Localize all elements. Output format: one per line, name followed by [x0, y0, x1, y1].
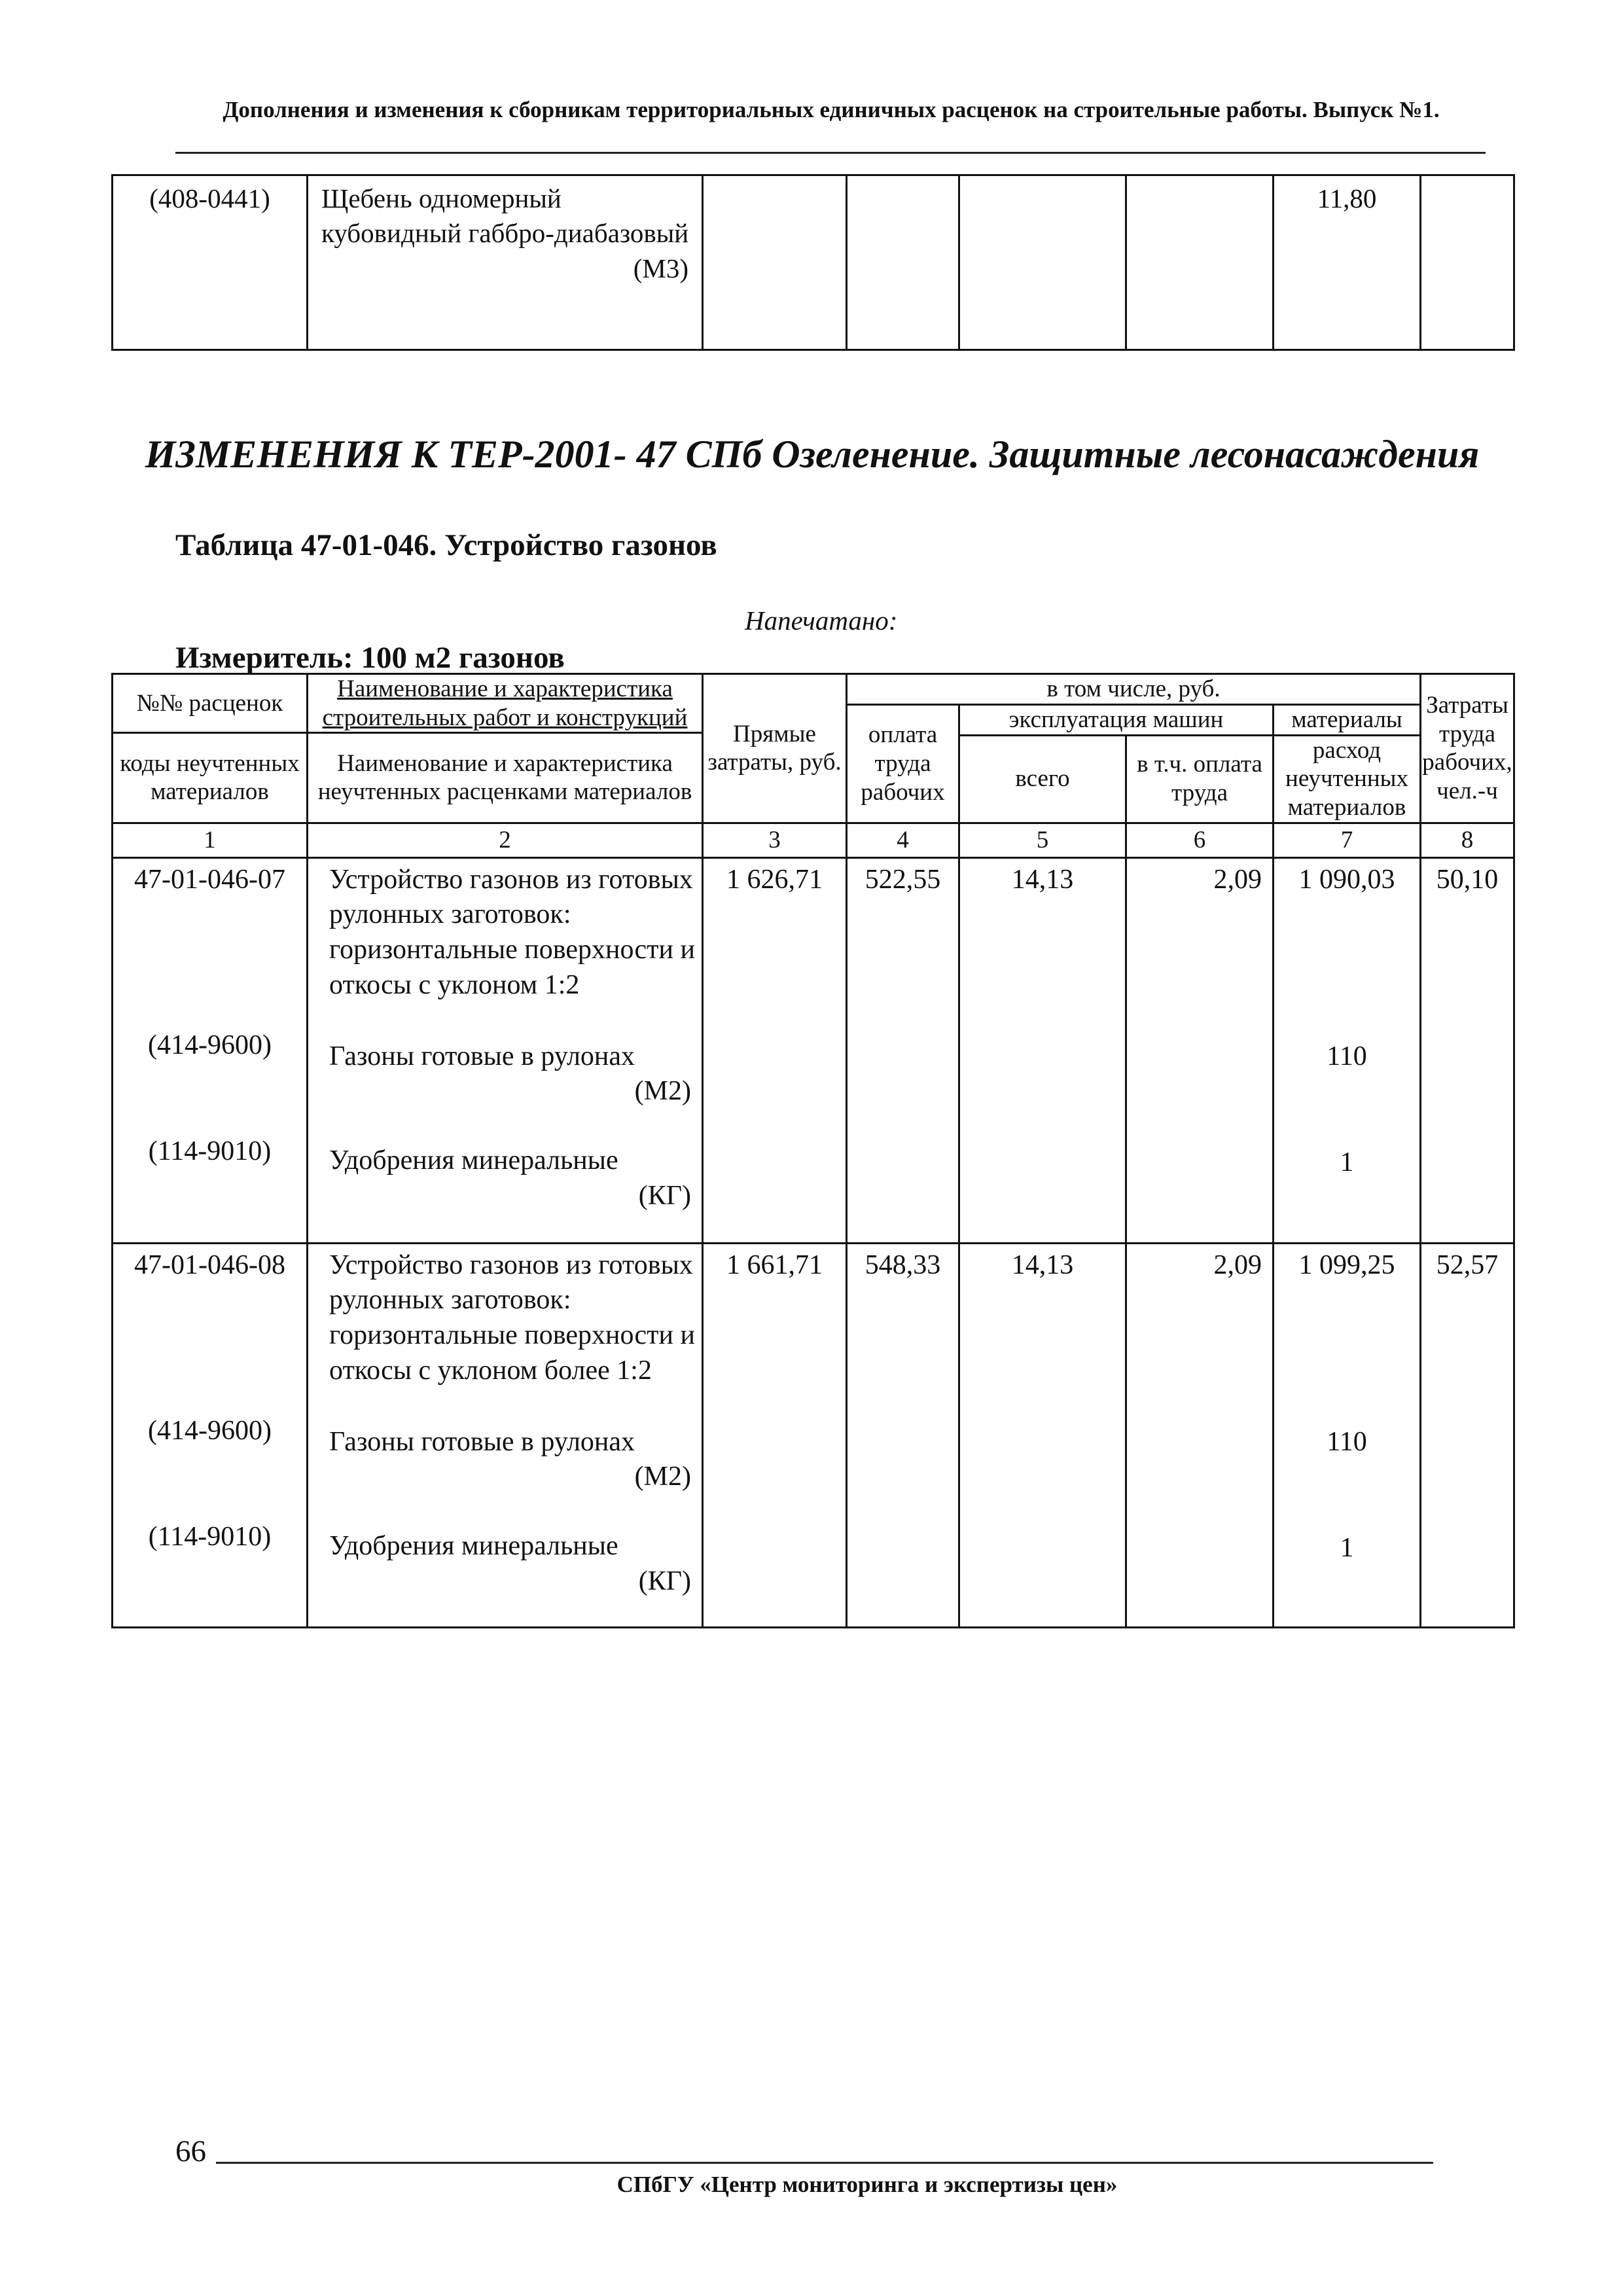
- material-quantity: 110: [1327, 1041, 1367, 1071]
- material-code: (114-9010): [148, 1522, 272, 1552]
- material-quantity: 1: [1340, 1532, 1354, 1563]
- header-direct-costs: Прямые затраты, руб.: [703, 674, 847, 823]
- header-including: в том числе, руб.: [847, 674, 1421, 705]
- rate-name-cell: [308, 857, 703, 1243]
- empty-cell: [703, 175, 847, 350]
- material-code: (414-9600): [148, 1030, 272, 1061]
- section-title: ИЗМЕНЕНИЯ К ТЕР-2001- 47 СПб Озеленение. Защитные лесонасаждения: [145, 433, 1480, 476]
- column-number: 7: [1274, 823, 1421, 857]
- wages: 548,33: [847, 1243, 959, 1627]
- column-number: 3: [703, 823, 847, 857]
- table-title: Таблица 47-01-046. Устройство газонов: [175, 528, 717, 562]
- table-row: [113, 175, 1514, 350]
- continuation-table: [111, 174, 1515, 351]
- header-machines-total: всего: [959, 735, 1126, 823]
- machines-total: 14,13: [959, 857, 1126, 1243]
- footer-organization: СПбГУ «Центр мониторинга и экспертизы цен»: [616, 2172, 1118, 2197]
- unit-label: Измеритель: 100 м2 газонов: [175, 641, 565, 675]
- material-unit: (М3): [633, 253, 688, 283]
- material-unit: (М2): [634, 1462, 691, 1492]
- column-number: 5: [959, 823, 1126, 857]
- column-numbers-row: [113, 823, 1514, 857]
- column-number: 4: [847, 823, 959, 857]
- labor-hours: 52,57: [1421, 1243, 1514, 1627]
- material-code: (114-9010): [148, 1136, 272, 1167]
- machines-wages: 2,09: [1126, 1243, 1274, 1627]
- header-machines-wages: в т.ч. оплата труда: [1126, 735, 1274, 823]
- printed-note: Напечатано:: [745, 605, 898, 636]
- rate-name: Устройство газонов из готовых рулонных заготовок: горизонтальные поверхности и откосы с уклоном более 1:2: [329, 1249, 695, 1386]
- running-header: Дополнения и изменения к сборникам территориальных единичных расценок на строительные работы. Выпуск №1.: [223, 97, 1440, 122]
- materials-cost: 1 090,03: [1298, 864, 1395, 895]
- material-name: Газоны готовые в рулонах: [329, 1041, 635, 1071]
- rate-block: [113, 857, 308, 1243]
- material-quantity: 110: [1327, 1426, 1367, 1457]
- empty-cell: [959, 175, 1126, 350]
- material-name: Удобрения минеральные: [329, 1145, 618, 1176]
- rate-name-cell: [308, 1243, 703, 1627]
- direct-costs: 1 626,71: [703, 857, 847, 1243]
- material-unit: (КГ): [638, 1566, 691, 1596]
- empty-cell: [1421, 175, 1514, 350]
- materials-cell: [1274, 1243, 1421, 1627]
- column-number: 2: [308, 823, 703, 857]
- material-name: Щебень одномерный кубовидный габбро-диабазовый: [321, 183, 689, 249]
- machines-wages: 2,09: [1126, 857, 1274, 1243]
- header-wages: оплата труда рабочих: [847, 705, 959, 823]
- materials-cell: [1274, 857, 1421, 1243]
- machines-total: 14,13: [959, 1243, 1126, 1627]
- material-unit: (М2): [634, 1076, 691, 1107]
- rates-table: [111, 673, 1515, 1628]
- material-name: Газоны готовые в рулонах: [329, 1426, 635, 1457]
- rate-block: [113, 1243, 308, 1627]
- material-unit: (КГ): [638, 1180, 691, 1211]
- materials-cost: 1 099,25: [1298, 1249, 1395, 1280]
- material-quantity: 11,80: [1274, 175, 1421, 350]
- rate-code: 47-01-046-08: [134, 1249, 285, 1280]
- column-number: 8: [1421, 823, 1514, 857]
- wages: 522,55: [847, 857, 959, 1243]
- header-materials-unaccounted: расход неучтенных материалов: [1274, 735, 1421, 823]
- header-rule: [175, 152, 1486, 154]
- footer-rule: [216, 2162, 1433, 2164]
- page-number: 66: [175, 2134, 206, 2168]
- header-name-bottom: Наименование и характеристика неучтенных расценками материалов: [308, 733, 703, 823]
- material-name-cell: [308, 175, 703, 350]
- material-code: (414-9600): [148, 1416, 272, 1446]
- header-codes: коды неучтенных материалов: [113, 733, 308, 823]
- table-row: [113, 1243, 1514, 1627]
- rate-code: 47-01-046-07: [134, 864, 285, 895]
- header-machines: эксплуатация машин: [959, 705, 1274, 736]
- header-labor: Затраты труда рабочих, чел.-ч: [1421, 674, 1514, 823]
- empty-cell: [847, 175, 959, 350]
- material-code: (408-0441): [113, 175, 308, 350]
- empty-cell: [1126, 175, 1274, 350]
- rate-name: Устройство газонов из готовых рулонных заготовок: горизонтальные поверхности и откосы с уклоном 1:2: [329, 864, 695, 1000]
- column-number: 1: [113, 823, 308, 857]
- material-quantity: 1: [1340, 1147, 1354, 1177]
- direct-costs: 1 661,71: [703, 1243, 847, 1627]
- header-name-top: Наименование и характеристика строительных работ и конструкций: [308, 674, 703, 733]
- column-number: 6: [1126, 823, 1274, 857]
- header-materials: материалы: [1274, 705, 1421, 736]
- header-row: [113, 674, 1514, 705]
- labor-hours: 50,10: [1421, 857, 1514, 1243]
- header-rate-no: №№ расценок: [113, 674, 308, 733]
- material-name: Удобрения минеральные: [329, 1531, 618, 1562]
- table-row: [113, 857, 1514, 1243]
